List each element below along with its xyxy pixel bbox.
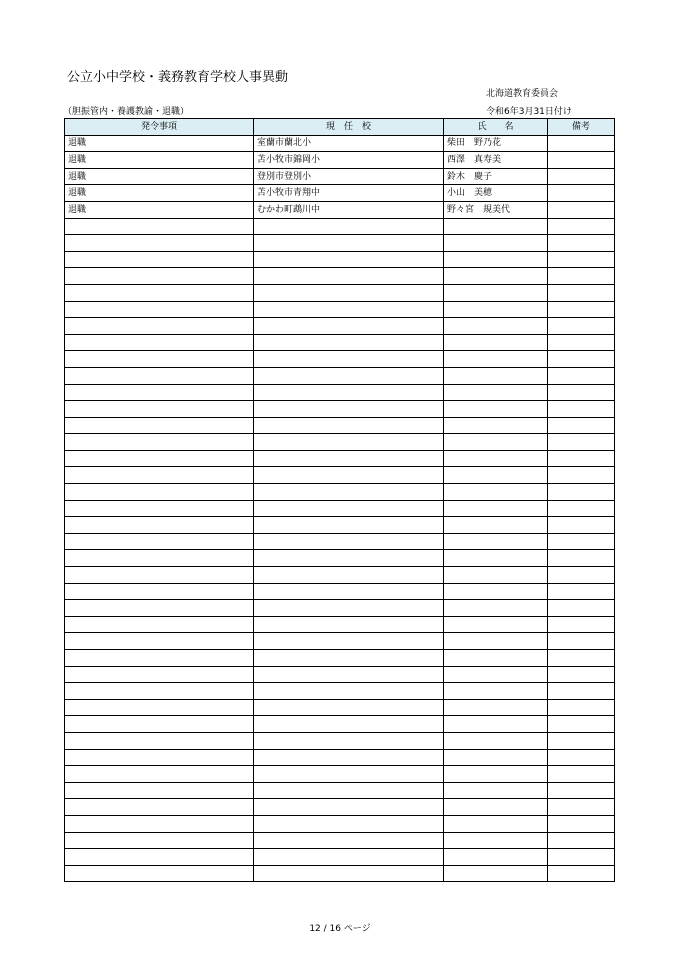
empty-table-row: [65, 500, 615, 517]
cell-action: [65, 699, 254, 716]
cell-name: [444, 268, 548, 285]
cell-name: [444, 467, 548, 484]
cell-school: [254, 467, 444, 484]
cell-action: [65, 550, 254, 567]
cell-school: [254, 434, 444, 451]
cell-name: [444, 583, 548, 600]
empty-table-row: [65, 865, 615, 882]
cell-action: [65, 633, 254, 650]
empty-table-row: [65, 832, 615, 849]
cell-school: [254, 251, 444, 268]
cell-action: [65, 782, 254, 799]
empty-table-row: [65, 384, 615, 401]
cell-name: [444, 235, 548, 252]
cell-action: 退職: [65, 185, 254, 202]
empty-table-row: [65, 301, 615, 318]
cell-name: [444, 450, 548, 467]
empty-table-row: [65, 334, 615, 351]
empty-table-row: [65, 849, 615, 866]
empty-table-row: [65, 351, 615, 368]
cell-action: 退職: [65, 152, 254, 169]
cell-name: [444, 384, 548, 401]
cell-remarks: [548, 351, 615, 368]
empty-table-row: [65, 600, 615, 617]
effective-date: 令和6年3月31日付け: [486, 107, 572, 117]
cell-name: 西澤 真寿美: [444, 152, 548, 169]
cell-action: [65, 351, 254, 368]
cell-action: [65, 251, 254, 268]
empty-table-row: [65, 799, 615, 816]
cell-school: [254, 334, 444, 351]
cell-action: [65, 799, 254, 816]
table-row: [65, 201, 615, 218]
cell-action: [65, 567, 254, 584]
empty-table-row: [65, 450, 615, 467]
cell-name: 野々宮 規美代: [444, 201, 548, 218]
cell-school: [254, 583, 444, 600]
cell-school: [254, 699, 444, 716]
cell-action: [65, 450, 254, 467]
cell-school: [254, 401, 444, 418]
empty-table-row: [65, 251, 615, 268]
cell-remarks: [548, 517, 615, 534]
cell-school: [254, 450, 444, 467]
scope-label: （胆振管内・養護教諭・退職）: [63, 107, 190, 117]
empty-table-row: [65, 782, 615, 799]
cell-action: [65, 749, 254, 766]
empty-table-row: [65, 616, 615, 633]
header-row: [65, 119, 615, 136]
cell-action: [65, 666, 254, 683]
empty-table-row: [65, 533, 615, 550]
cell-remarks: [548, 284, 615, 301]
cell-remarks: [548, 749, 615, 766]
cell-remarks: [548, 434, 615, 451]
empty-table-row: [65, 318, 615, 335]
empty-table-row: [65, 550, 615, 567]
cell-remarks: [548, 417, 615, 434]
cell-school: [254, 815, 444, 832]
empty-table-row: [65, 434, 615, 451]
empty-table-row: [65, 749, 615, 766]
cell-remarks: [548, 251, 615, 268]
table-row: [65, 135, 615, 152]
cell-name: [444, 218, 548, 235]
cell-name: [444, 815, 548, 832]
cell-school: [254, 865, 444, 882]
table-row: [65, 152, 615, 169]
cell-remarks: [548, 301, 615, 318]
cell-school: [254, 749, 444, 766]
cell-action: [65, 434, 254, 451]
cell-school: [254, 550, 444, 567]
empty-table-row: [65, 732, 615, 749]
cell-name: 鈴木 慶子: [444, 168, 548, 185]
cell-name: [444, 484, 548, 501]
cell-action: [65, 600, 254, 617]
empty-table-row: [65, 699, 615, 716]
cell-name: [444, 301, 548, 318]
cell-school: [254, 782, 444, 799]
cell-name: [444, 284, 548, 301]
cell-name: [444, 600, 548, 617]
cell-remarks: [548, 716, 615, 733]
cell-name: 小山 美穂: [444, 185, 548, 202]
cell-action: [65, 467, 254, 484]
empty-table-row: [65, 467, 615, 484]
cell-remarks: [548, 766, 615, 783]
cell-action: [65, 583, 254, 600]
cell-school: [254, 367, 444, 384]
empty-table-row: [65, 815, 615, 832]
cell-action: [65, 849, 254, 866]
cell-action: [65, 367, 254, 384]
header-name: 氏 名: [444, 119, 548, 136]
cell-action: [65, 401, 254, 418]
cell-action: [65, 815, 254, 832]
cell-remarks: [548, 815, 615, 832]
cell-action: [65, 865, 254, 882]
cell-action: 退職: [65, 168, 254, 185]
cell-name: [444, 732, 548, 749]
cell-school: [254, 716, 444, 733]
cell-name: [444, 782, 548, 799]
empty-table-row: [65, 650, 615, 667]
issuer: 北海道教育委員会: [486, 89, 559, 99]
cell-name: [444, 567, 548, 584]
cell-remarks: [548, 583, 615, 600]
cell-action: [65, 268, 254, 285]
cell-name: [444, 633, 548, 650]
cell-school: [254, 666, 444, 683]
cell-name: [444, 318, 548, 335]
cell-school: 苫小牧市錦岡小: [254, 152, 444, 169]
cell-remarks: [548, 683, 615, 700]
cell-school: [254, 384, 444, 401]
cell-school: 室蘭市蘭北小: [254, 135, 444, 152]
cell-name: [444, 699, 548, 716]
cell-school: [254, 301, 444, 318]
cell-remarks: [548, 500, 615, 517]
cell-school: [254, 633, 444, 650]
empty-table-row: [65, 633, 615, 650]
cell-name: [444, 799, 548, 816]
cell-remarks: [548, 633, 615, 650]
cell-remarks: [548, 152, 615, 169]
empty-table-row: [65, 766, 615, 783]
cell-remarks: [548, 334, 615, 351]
cell-name: [444, 334, 548, 351]
cell-name: [444, 749, 548, 766]
cell-remarks: [548, 550, 615, 567]
cell-action: [65, 484, 254, 501]
cell-remarks: [548, 467, 615, 484]
cell-school: [254, 832, 444, 849]
cell-school: [254, 417, 444, 434]
empty-table-row: [65, 517, 615, 534]
empty-table-row: [65, 401, 615, 418]
cell-school: [254, 732, 444, 749]
empty-table-row: [65, 484, 615, 501]
cell-action: [65, 533, 254, 550]
cell-name: [444, 865, 548, 882]
cell-remarks: [548, 699, 615, 716]
cell-remarks: [548, 865, 615, 882]
cell-remarks: [548, 268, 615, 285]
cell-name: [444, 650, 548, 667]
cell-school: [254, 650, 444, 667]
header-action: 発令事項: [65, 119, 254, 136]
cell-name: [444, 367, 548, 384]
cell-remarks: [548, 218, 615, 235]
empty-table-row: [65, 683, 615, 700]
cell-remarks: [548, 533, 615, 550]
cell-school: [254, 616, 444, 633]
cell-school: [254, 318, 444, 335]
cell-school: [254, 600, 444, 617]
header-school: 現 任 校: [254, 119, 444, 136]
cell-school: [254, 351, 444, 368]
cell-name: [444, 616, 548, 633]
cell-name: [444, 683, 548, 700]
cell-action: [65, 384, 254, 401]
cell-school: [254, 284, 444, 301]
cell-school: [254, 235, 444, 252]
cell-remarks: [548, 235, 615, 252]
empty-table-row: [65, 567, 615, 584]
cell-remarks: [548, 849, 615, 866]
cell-remarks: [548, 832, 615, 849]
empty-table-row: [65, 235, 615, 252]
cell-name: [444, 251, 548, 268]
document-title: 公立小中学校・義務教育学校人事異動: [67, 70, 289, 85]
cell-school: むかわ町鵡川中: [254, 201, 444, 218]
cell-name: [444, 716, 548, 733]
cell-school: [254, 218, 444, 235]
cell-remarks: [548, 384, 615, 401]
cell-remarks: [548, 168, 615, 185]
cell-remarks: [548, 318, 615, 335]
cell-name: [444, 849, 548, 866]
empty-table-row: [65, 268, 615, 285]
cell-remarks: [548, 782, 615, 799]
cell-remarks: [548, 666, 615, 683]
empty-table-row: [65, 284, 615, 301]
cell-school: [254, 766, 444, 783]
cell-school: 登別市登別小: [254, 168, 444, 185]
cell-action: [65, 650, 254, 667]
cell-remarks: [548, 185, 615, 202]
cell-action: [65, 766, 254, 783]
cell-school: 苫小牧市青翔中: [254, 185, 444, 202]
cell-action: 退職: [65, 201, 254, 218]
cell-remarks: [548, 201, 615, 218]
cell-remarks: [548, 450, 615, 467]
cell-name: [444, 417, 548, 434]
cell-remarks: [548, 650, 615, 667]
cell-action: [65, 301, 254, 318]
cell-remarks: [548, 367, 615, 384]
cell-name: 柴田 野乃花: [444, 135, 548, 152]
cell-action: [65, 334, 254, 351]
cell-action: [65, 235, 254, 252]
cell-name: [444, 766, 548, 783]
cell-name: [444, 351, 548, 368]
cell-action: 退職: [65, 135, 254, 152]
cell-action: [65, 500, 254, 517]
cell-action: [65, 318, 254, 335]
cell-school: [254, 567, 444, 584]
cell-name: [444, 533, 548, 550]
empty-table-row: [65, 583, 615, 600]
cell-school: [254, 500, 444, 517]
cell-name: [444, 401, 548, 418]
cell-school: [254, 533, 444, 550]
table-row: [65, 185, 615, 202]
cell-school: [254, 849, 444, 866]
cell-school: [254, 517, 444, 534]
cell-action: [65, 284, 254, 301]
empty-table-row: [65, 666, 615, 683]
cell-name: [444, 832, 548, 849]
header-remarks: 備考: [548, 119, 615, 136]
personnel-table: [64, 118, 615, 882]
empty-table-row: [65, 417, 615, 434]
empty-table-row: [65, 716, 615, 733]
cell-action: [65, 716, 254, 733]
cell-name: [444, 666, 548, 683]
cell-name: [444, 517, 548, 534]
cell-remarks: [548, 616, 615, 633]
cell-name: [444, 550, 548, 567]
cell-remarks: [548, 401, 615, 418]
cell-action: [65, 218, 254, 235]
cell-remarks: [548, 732, 615, 749]
cell-action: [65, 616, 254, 633]
cell-remarks: [548, 484, 615, 501]
table-row: [65, 168, 615, 185]
cell-school: [254, 799, 444, 816]
empty-table-row: [65, 218, 615, 235]
cell-remarks: [548, 135, 615, 152]
cell-remarks: [548, 567, 615, 584]
cell-name: [444, 434, 548, 451]
page-number: 12 / 16 ページ: [309, 924, 371, 934]
cell-school: [254, 268, 444, 285]
cell-action: [65, 517, 254, 534]
cell-action: [65, 417, 254, 434]
cell-school: [254, 683, 444, 700]
cell-action: [65, 683, 254, 700]
cell-school: [254, 484, 444, 501]
cell-remarks: [548, 600, 615, 617]
cell-action: [65, 832, 254, 849]
empty-table-row: [65, 367, 615, 384]
cell-action: [65, 732, 254, 749]
cell-remarks: [548, 799, 615, 816]
cell-name: [444, 500, 548, 517]
